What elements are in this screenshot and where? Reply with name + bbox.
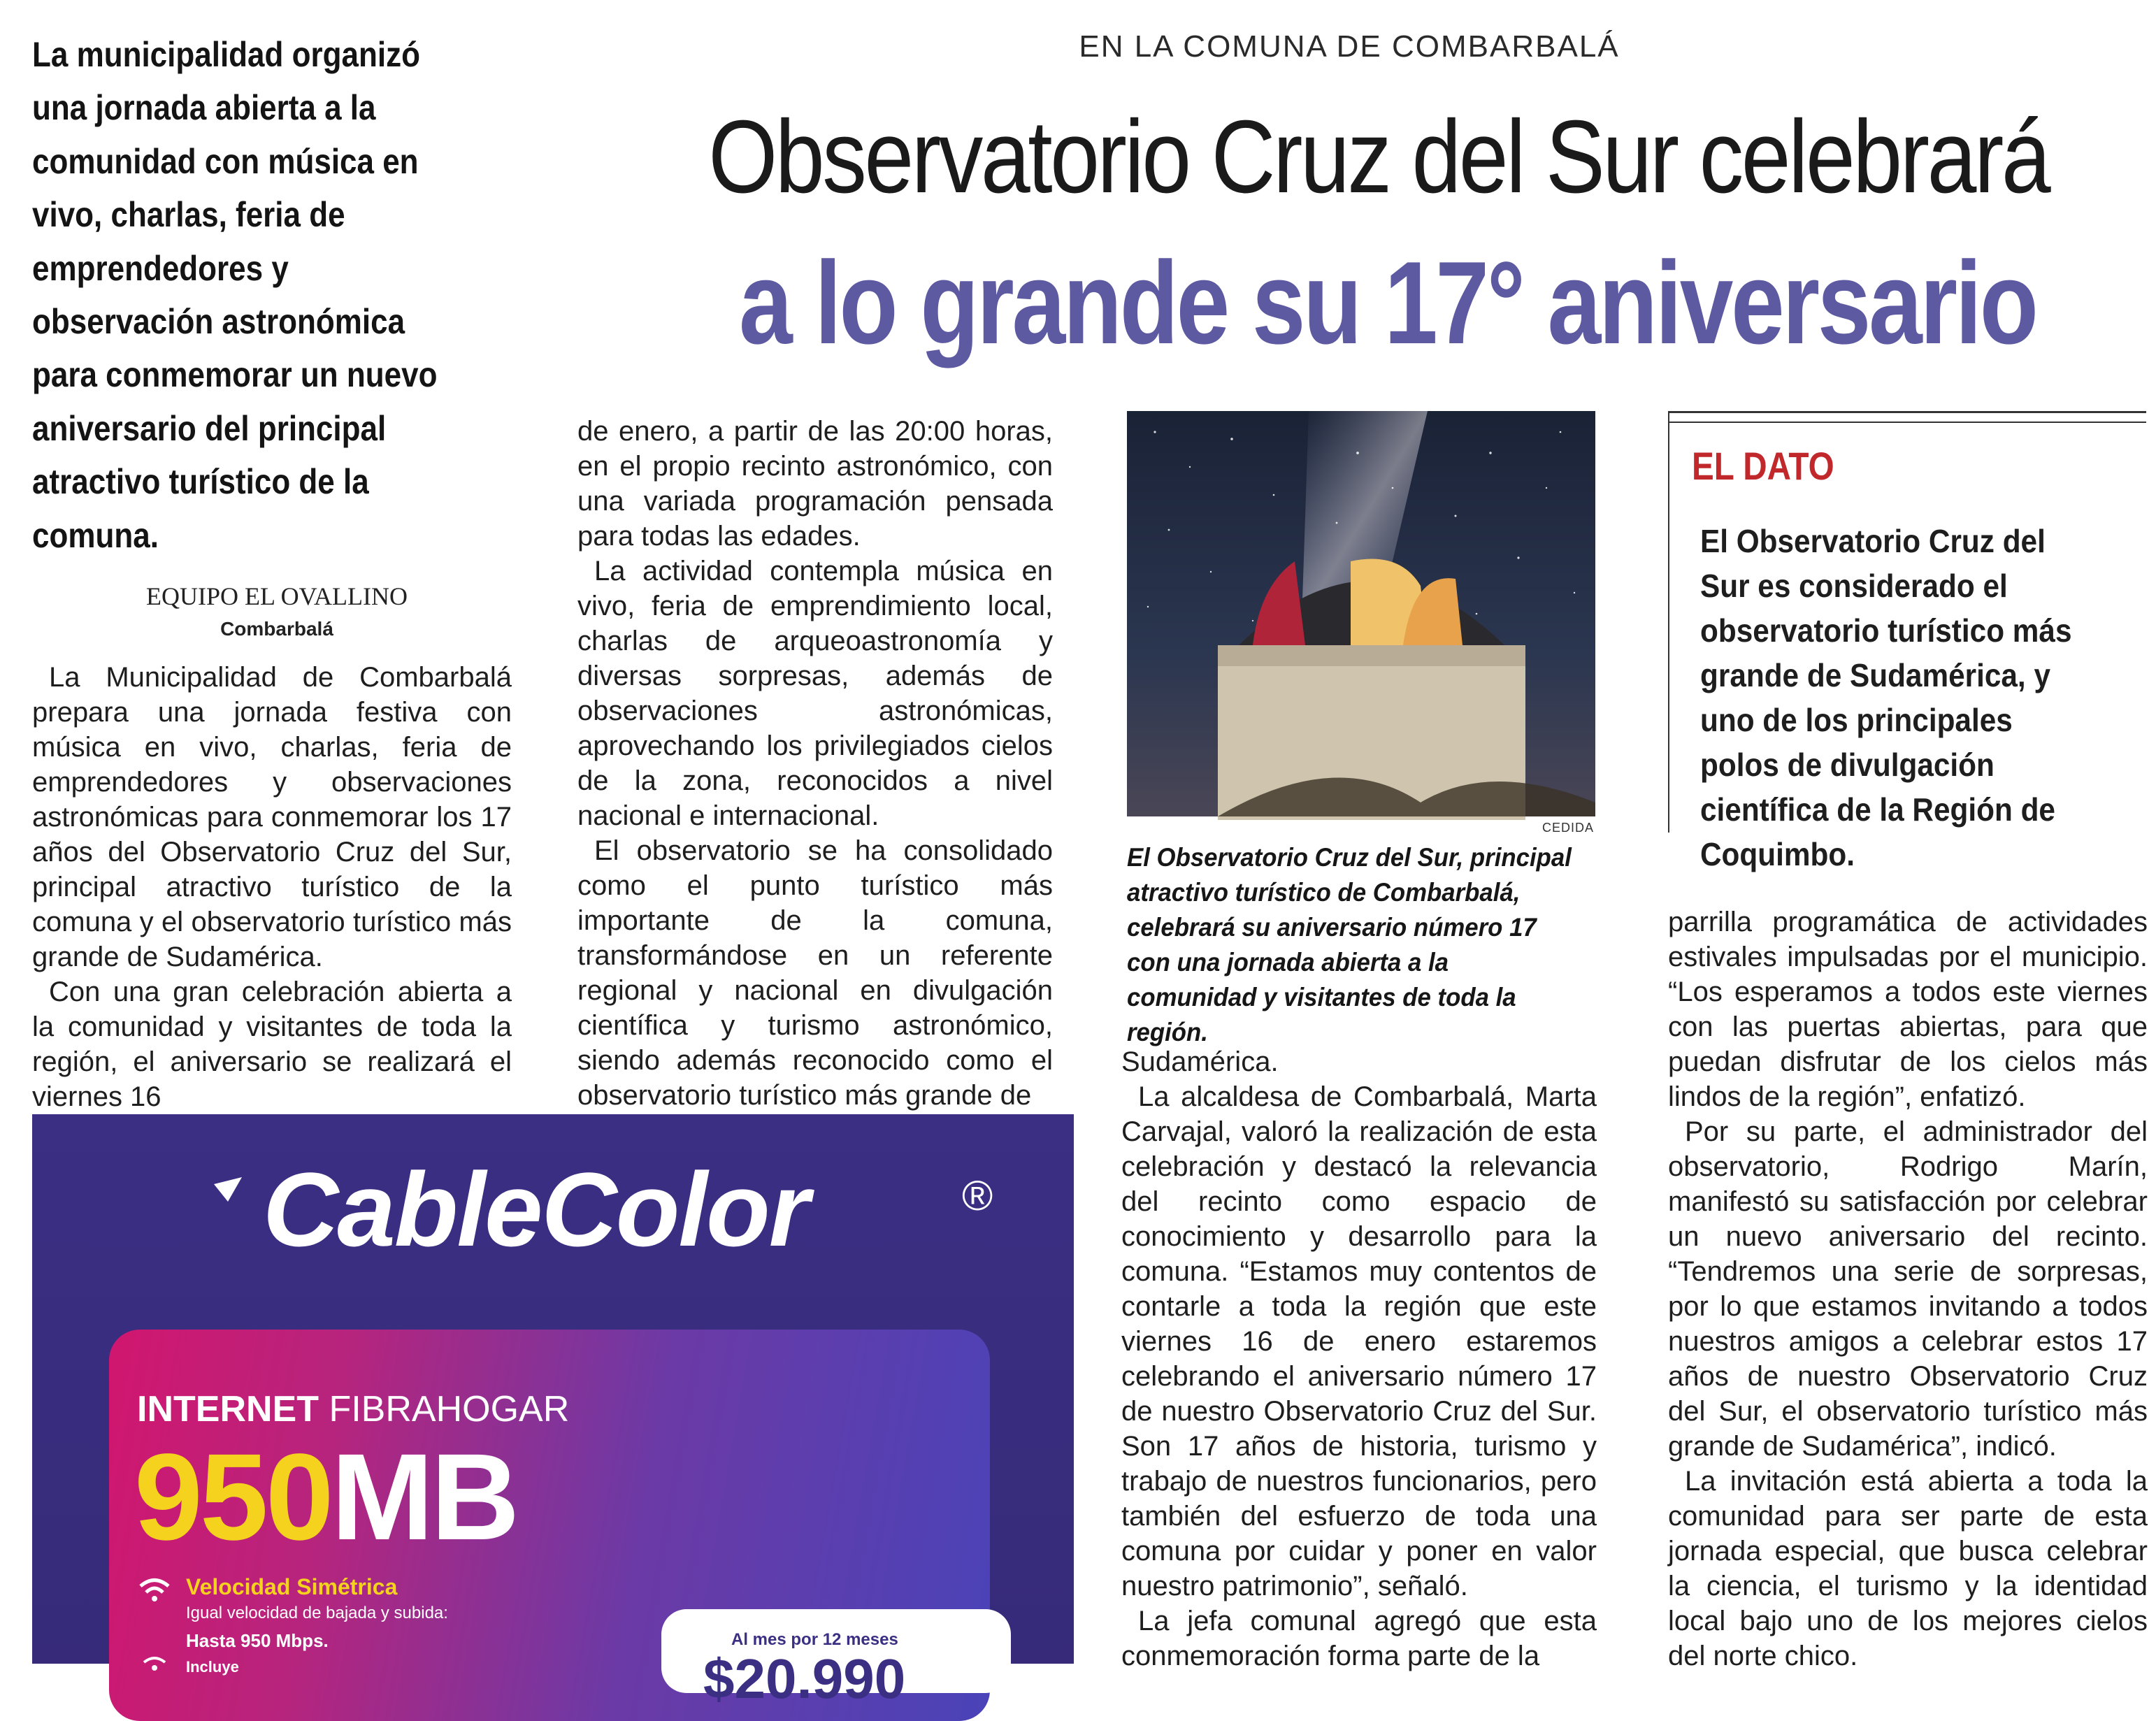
ad-feature-speed: Hasta 950 Mbps. [186, 1630, 329, 1651]
kicker: EN LA COMUNA DE COMBARBALÁ [1079, 29, 1620, 64]
body-paragraph: El observatorio se ha consolidado como el punto turístico más importante de la comuna, transformándose en un referente regional y nacional en divulgación científica y turismo astronómico, siendo además reconocido como el observatorio turístico más grande de [577, 835, 1053, 1111]
ad-feature-includes: Incluye [186, 1658, 239, 1676]
photo-caption: El Observatorio Cruz del Sur, principal atractivo turístico de Combarbalá, celebrará su aniversario número 17 con una jornada abierta a la comunidad y visitantes de toda la región. [1127, 843, 1572, 1046]
observatory-night-sky-illustration [1127, 411, 1595, 816]
body-column-2 [577, 414, 1053, 1113]
body-paragraph: La invitación está abierta a toda la comunidad para ser parte de esta jornada especial, que busca celebrar la ciencia, el turismo y la identidad local bajo uno de los mejores cielos del norte chico. [1668, 1466, 2148, 1671]
registered-mark: ® [962, 1172, 993, 1219]
dato-rule [1669, 422, 2146, 423]
ad-product-bold: INTERNET [137, 1389, 319, 1430]
body-paragraph: Con una gran celebración abierta a la comunidad y visitantes de toda la región, el aniversario se realizará el viernes 16 [32, 977, 512, 1112]
dato-text: El Observatorio Cruz del Sur es considerado el observatorio turístico más grande de Sudamérica, y uno de los principales polos de divulgación científica de la Región de Coquimbo. [1700, 523, 2072, 872]
ad-speed-unit: MB [331, 1429, 517, 1566]
ad-speed [134, 1427, 517, 1567]
ad-price: $20.990 [703, 1648, 906, 1710]
ad-speed-number: 950 [134, 1429, 331, 1566]
headline-line-1: Observatorio Cruz del Sur celebrará [708, 99, 2049, 215]
ad-product-name [137, 1388, 569, 1430]
body-column-1 [32, 660, 512, 1114]
photo-credit: CEDIDA [1541, 821, 1594, 835]
body-paragraph: La actividad contempla música en vivo, feria de emprendimiento local, charlas de arqueoastronomía y diversas sorpresas, además de observaciones astronómicas, aprovechando los privilegiados cielos de la zona, reconocidos a nivel nacional e internacional. [577, 556, 1053, 831]
body-paragraph: de enero, a partir de las 20:00 horas, en el propio recinto astronómico, con una variada programación pensada para todas las edades. [577, 416, 1053, 552]
body-paragraph: Por su parte, el administrador del observatorio, Rodrigo Marín, manifestó su satisfacción por celebrar un nuevo aniversario del recinto. “Tendremos una serie de sorpresas, por lo que estamos invitando a todos nuestros amigos a celebrar estos 17 años de nuestro Observatorio Cruz del Sur, el observatorio turístico más grande de Sudamérica”, indicó. [1668, 1116, 2148, 1462]
ad-feature-title: Velocidad Simétrica [186, 1574, 398, 1599]
wifi-icon [137, 1576, 172, 1607]
ad-feature-subtitle: Igual velocidad de bajada y subida: [186, 1604, 448, 1622]
byline: EQUIPO EL OVALLINO [146, 582, 408, 610]
ad-price-label: Al mes por 12 meses [731, 1630, 898, 1649]
lead-paragraph: La municipalidad organizó una jornada abierta a la comunidad con música en vivo, charlas, feria de emprendedores y observación astronómica para conmemorar un nuevo aniversario del principal atractivo turístico de la comuna. [32, 35, 438, 555]
byline-place: Combarbalá [220, 618, 333, 640]
headline-line-2: a lo grande su 17° aniversario [739, 237, 2036, 368]
cablecolor-logo-icon [130, 1170, 249, 1265]
body-paragraph: La jefa comunal agregó que esta conmemoración forma parte de la [1121, 1606, 1597, 1671]
observatory-photo [1127, 411, 1595, 816]
body-paragraph: parrilla programática de actividades estivales impulsadas por el municipio. “Los esperamos a todos este viernes con las puertas abiertas, para que puedan disfrutar de los cielos más lindos de la región”, enfatizó. [1668, 907, 2148, 1112]
ad-product-rest: FIBRAHOGAR [319, 1389, 570, 1430]
router-icon [137, 1652, 172, 1684]
body-paragraph: La Municipalidad de Combarbalá prepara una jornada festiva con música en vivo, charlas, feria de emprendedores y observaciones astronómicas para conmemorar los 17 años del Observatorio Cruz del Sur, principal atractivo turístico de la comuna y el observatorio turístico más grande de Sudamérica. [32, 662, 512, 972]
body-paragraph: La alcaldesa de Combarbalá, Marta Carvajal, valoró la realización de esta celebración y destacó la relevancia del recinto como espacio de conocimiento y desarrollo para la comuna. “Estamos muy contentos de contarle a toda la región que este viernes 16 de enero estaremos celebrando el aniversario número 17 de nuestro Observatorio Cruz del Sur. Son 17 años de historia, turismo y trabajo de nuestros funcionarios, pero también del esfuerzo de toda una comuna por cuidar y poner en valor nuestro patrimonio”, señaló. [1121, 1081, 1597, 1601]
dato-title: EL DATO [1692, 444, 1834, 488]
cablecolor-advertisement[interactable] [32, 1114, 1074, 1710]
body-column-4 [1668, 905, 2148, 1673]
ad-brand-name: CableColor [263, 1151, 809, 1268]
body-column-3 [1121, 1044, 1597, 1673]
body-paragraph: Sudamérica. [1121, 1046, 1279, 1077]
